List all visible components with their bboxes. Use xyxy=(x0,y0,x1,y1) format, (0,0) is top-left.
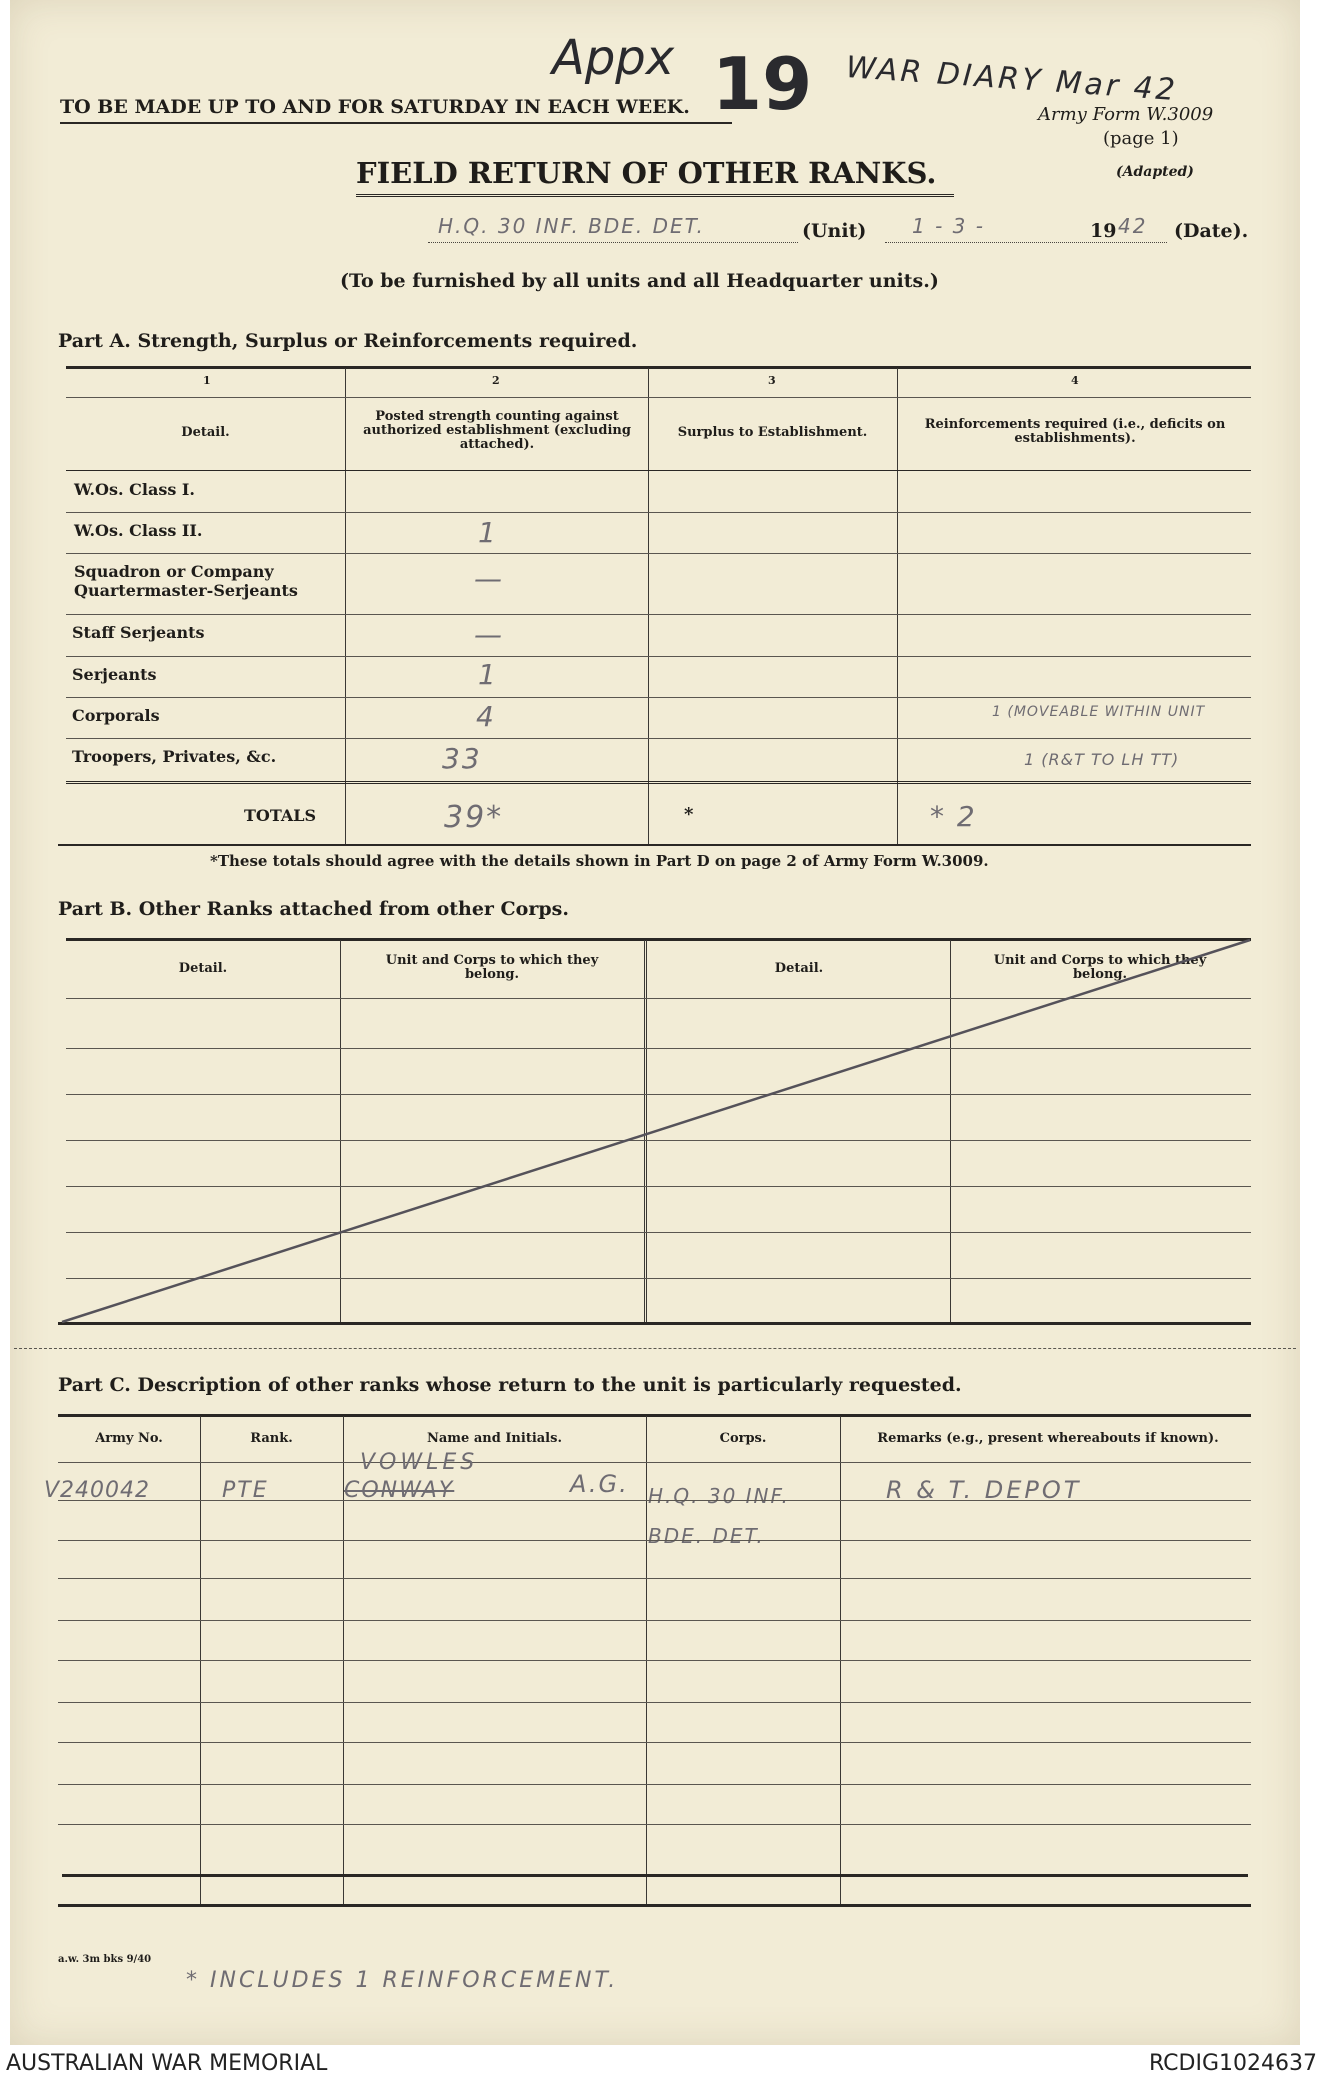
entry-army-no: V240042 xyxy=(44,1478,151,1503)
war-diary-annotation: WAR DIARY Mar 42 xyxy=(844,50,1179,109)
part-b-col-unit-2: Unit and Corps to which they belong. xyxy=(993,953,1207,982)
part-c-col-corps: Corps. xyxy=(719,1431,767,1446)
entry-name-struck: CONWAY xyxy=(344,1478,455,1503)
row-pte-posted: 33 xyxy=(442,742,482,775)
totals-reinforcements: * 2 xyxy=(930,800,977,833)
part-c-col-rank: Rank. xyxy=(250,1431,293,1446)
part-a-heading: Part A. Strength, Surplus or Reinforcements required. xyxy=(58,330,638,352)
part-b-col-unit-1: Unit and Corps to which they belong. xyxy=(385,953,599,982)
top-instruction: TO BE MADE UP TO AND FOR SATURDAY IN EACH WEEK. xyxy=(60,96,690,118)
col-num-2: 2 xyxy=(492,374,500,387)
col-num-1: 1 xyxy=(203,374,211,387)
unit-label: (Unit) xyxy=(802,220,867,242)
row-wo2-posted: 1 xyxy=(478,516,498,549)
date-year-suffix: 42 xyxy=(1118,214,1148,238)
form-adapted: (Adapted) xyxy=(1116,164,1194,180)
appx-number-annotation: 19 xyxy=(712,42,813,126)
entry-rank: PTE xyxy=(222,1478,269,1503)
unit-value: H.Q. 30 INF. BDE. DET. xyxy=(438,214,705,238)
row-wo2-label: W.Os. Class II. xyxy=(74,521,203,540)
entry-initials: A.G. xyxy=(570,1470,629,1498)
part-b-heading: Part B. Other Ranks attached from other Corps. xyxy=(58,898,569,920)
col-header-posted: Posted strength counting against authorized establishment (excluding attached). xyxy=(363,409,631,452)
archive-footer xyxy=(0,2045,1323,2082)
part-c-heading: Part C. Description of other ranks whose return to the unit is particularly requested. xyxy=(58,1374,962,1396)
part-a-footnote: *These totals should agree with the details shown in Part D on page 2 of Army Form W.3009. xyxy=(210,852,989,870)
row-wo1-label: W.Os. Class I. xyxy=(74,480,195,499)
row-ssgt-posted: — xyxy=(474,618,504,651)
part-b-col-detail-1: Detail. xyxy=(178,961,228,976)
row-cpl-label: Corporals xyxy=(72,706,160,725)
row-cqms-posted: — xyxy=(474,562,504,595)
page-title: FIELD RETURN OF OTHER RANKS. xyxy=(356,156,937,190)
footer-record-id: RCDIG1024637 xyxy=(1148,2051,1317,2076)
entry-remarks: R & T. DEPOT xyxy=(886,1476,1082,1504)
form-name: Army Form W.3009 xyxy=(1038,104,1214,125)
furnish-note: (To be furnished by all units and all Headquarter units.) xyxy=(340,270,939,292)
date-value: 1 - 3 - xyxy=(912,214,985,238)
form-page: (page 1) xyxy=(1103,128,1179,149)
col-num-4: 4 xyxy=(1071,374,1079,387)
totals-label: TOTALS xyxy=(244,806,317,825)
handwritten-note: * INCLUDES 1 REINFORCEMENT. xyxy=(186,1968,619,1993)
row-cqms-label: Squadron or Company Quartermaster-Serjeants xyxy=(74,562,298,600)
date-year-prefix: 19 xyxy=(1090,220,1117,242)
part-c-col-army-no: Army No. xyxy=(95,1431,163,1446)
row-pte-label: Troopers, Privates, &c. xyxy=(72,747,277,766)
part-b-col-detail-2: Detail. xyxy=(774,961,824,976)
footer-institution: AUSTRALIAN WAR MEMORIAL xyxy=(6,2051,328,2076)
row-sgt-posted: 1 xyxy=(478,658,498,691)
date-label: (Date). xyxy=(1174,220,1249,242)
col-header-surplus: Surplus to Establishment. xyxy=(677,425,868,440)
row-pte-reinforcements: 1 (R&T TO LH TT) xyxy=(1024,750,1180,769)
entry-corps: H.Q. 30 INF. BDE. DET. xyxy=(648,1484,790,1548)
totals-posted: 39* xyxy=(444,800,504,835)
totals-surplus: * xyxy=(684,804,694,825)
row-cpl-posted: 4 xyxy=(476,700,496,733)
row-ssgt-label: Staff Serjeants xyxy=(72,623,205,642)
part-c-col-remarks: Remarks (e.g., present whereabouts if known). xyxy=(877,1431,1219,1446)
entry-name: VOWLES xyxy=(360,1450,479,1475)
col-header-detail: Detail. xyxy=(181,425,230,440)
col-header-reinforcements: Reinforcements required (i.e., deficits on establishments). xyxy=(924,417,1226,446)
row-cpl-reinforcements: 1 (MOVEABLE WITHIN UNIT xyxy=(992,704,1206,720)
part-c-col-name: Name and Initials. xyxy=(427,1431,562,1446)
col-num-3: 3 xyxy=(768,374,776,387)
appx-annotation: Appx xyxy=(552,30,675,86)
row-sgt-label: Serjeants xyxy=(72,665,157,684)
printer-mark: a.w. 3m bks 9/40 xyxy=(58,1954,152,1965)
